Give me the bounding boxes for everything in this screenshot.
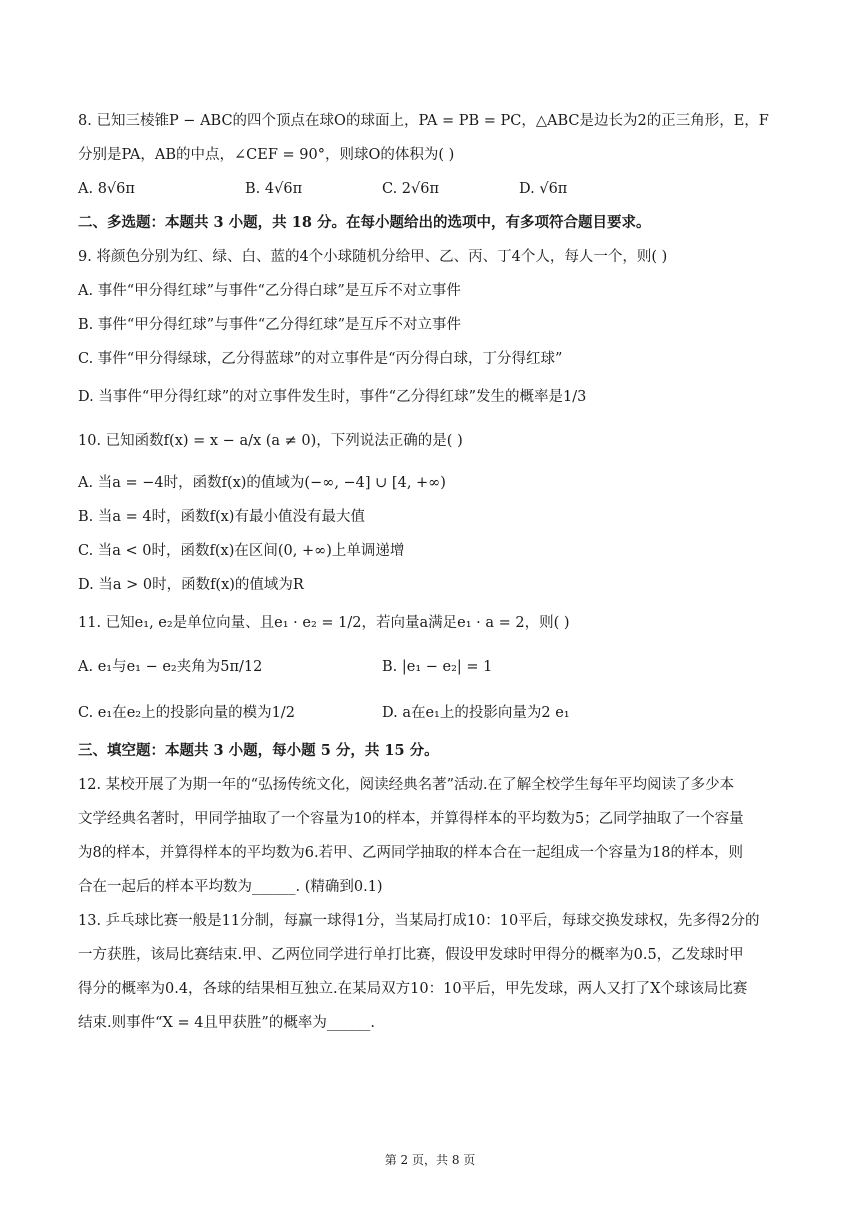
q8-option-d: D. √6π: [519, 181, 568, 197]
q10-stem: 10. 已知函数f(x) = x − a/x (a ≠ 0)，下列说法正确的是( ): [78, 433, 463, 449]
q12-line1: 12. 某校开展了为期一年的“弘扬传统文化，阅读经典名著”活动.在了解全校学生每年平均阅读了多少本: [78, 777, 735, 793]
q8-option-c: C. 2√6π: [382, 181, 440, 197]
q8-option-a: A. 8√6π: [78, 181, 135, 197]
q9-option-c: C. 事件“甲分得绿球，乙分得蓝球”的对立事件是“丙分得白球，丁分得红球”: [78, 351, 563, 367]
q13-line1: 13. 乒乓球比赛一般是11分制，每赢一球得1分，当某局打成10：10平后，每球交换发球权，先多得2分的: [78, 913, 760, 929]
q12-line4: 合在一起后的样本平均数为______. (精确到0.1): [78, 879, 383, 895]
q9-option-a: A. 事件“甲分得红球”与事件“乙分得白球”是互斥不对立事件: [78, 283, 461, 299]
q10-option-b: B. 当a = 4时，函数f(x)有最小值没有最大值: [78, 509, 365, 525]
q11-stem: 11. 已知e₁, e₂是单位向量、且e₁ · e₂ = 1/2，若向量a满足e₁ · a = 2，则( ): [78, 615, 570, 631]
q9-option-b: B. 事件“甲分得红球”与事件“乙分得红球”是互斥不对立事件: [78, 317, 462, 333]
q11-option-c: C. e₁在e₂上的投影向量的模为1/2: [78, 705, 295, 721]
q11-option-a: A. e₁与e₁ − e₂夹角为5π/12: [78, 659, 263, 675]
q13-line4: 结束.则事件“X = 4且甲获胜”的概率为______.: [78, 1015, 375, 1031]
q10-option-c: C. 当a < 0时，函数f(x)在区间(0, +∞)上单调递增: [78, 543, 405, 559]
q10-option-d: D. 当a > 0时，函数f(x)的值域为R: [78, 577, 304, 593]
q9-option-d: D. 当事件“甲分得红球”的对立事件发生时，事件“乙分得红球”发生的概率是1/3: [78, 389, 587, 405]
q12-line3: 为8的样本，并算得样本的平均数为6.若甲、乙两同学抽取的样本合在一起组成一个容量为18的样本，则: [78, 845, 744, 861]
q13-line3: 得分的概率为0.4，各球的结果相互独立.在某局双方10：10平后，甲先发球，两人又打了X个球该局比赛: [78, 981, 748, 997]
section-heading-fill-in: 三、填空题：本题共 3 小题，每小题 5 分，共 15 分。: [78, 742, 439, 759]
section-heading-multiple-choice: 二、多选题：本题共 3 小题，共 18 分。在每小题给出的选项中，有多项符合题目要求。: [78, 214, 651, 231]
q8-option-b: B. 4√6π: [245, 181, 303, 197]
q13-line2: 一方获胜，该局比赛结束.甲、乙两位同学进行单打比赛，假设甲发球时甲得分的概率为0.5，乙发球时甲: [78, 947, 744, 963]
q9-stem: 9. 将颜色分别为红、绿、白、蓝的4个小球随机分给甲、乙、丙、丁4个人，每人一个，则( ): [78, 249, 668, 265]
q11-option-d: D. a在e₁上的投影向量为2 e₁: [382, 705, 570, 721]
q11-option-b: B. |e₁ − e₂| = 1: [382, 659, 493, 675]
q10-option-a: A. 当a = −4时，函数f(x)的值域为(−∞, −4] ∪ [4, +∞): [78, 475, 446, 491]
q8-line1: 8. 已知三棱锥P − ABC的四个顶点在球O的球面上，PA = PB = PC，△ABC是边长为2的正三角形，E，F: [78, 113, 769, 129]
page-footer: 第 2 页，共 8 页: [384, 1153, 476, 1167]
q12-line2: 文学经典名著时，甲同学抽取了一个容量为10的样本，并算得样本的平均数为5；乙同学抽取了一个容量: [78, 811, 744, 827]
q8-line2: 分别是PA，AB的中点，∠CEF = 90°，则球O的体积为( ): [78, 147, 455, 163]
